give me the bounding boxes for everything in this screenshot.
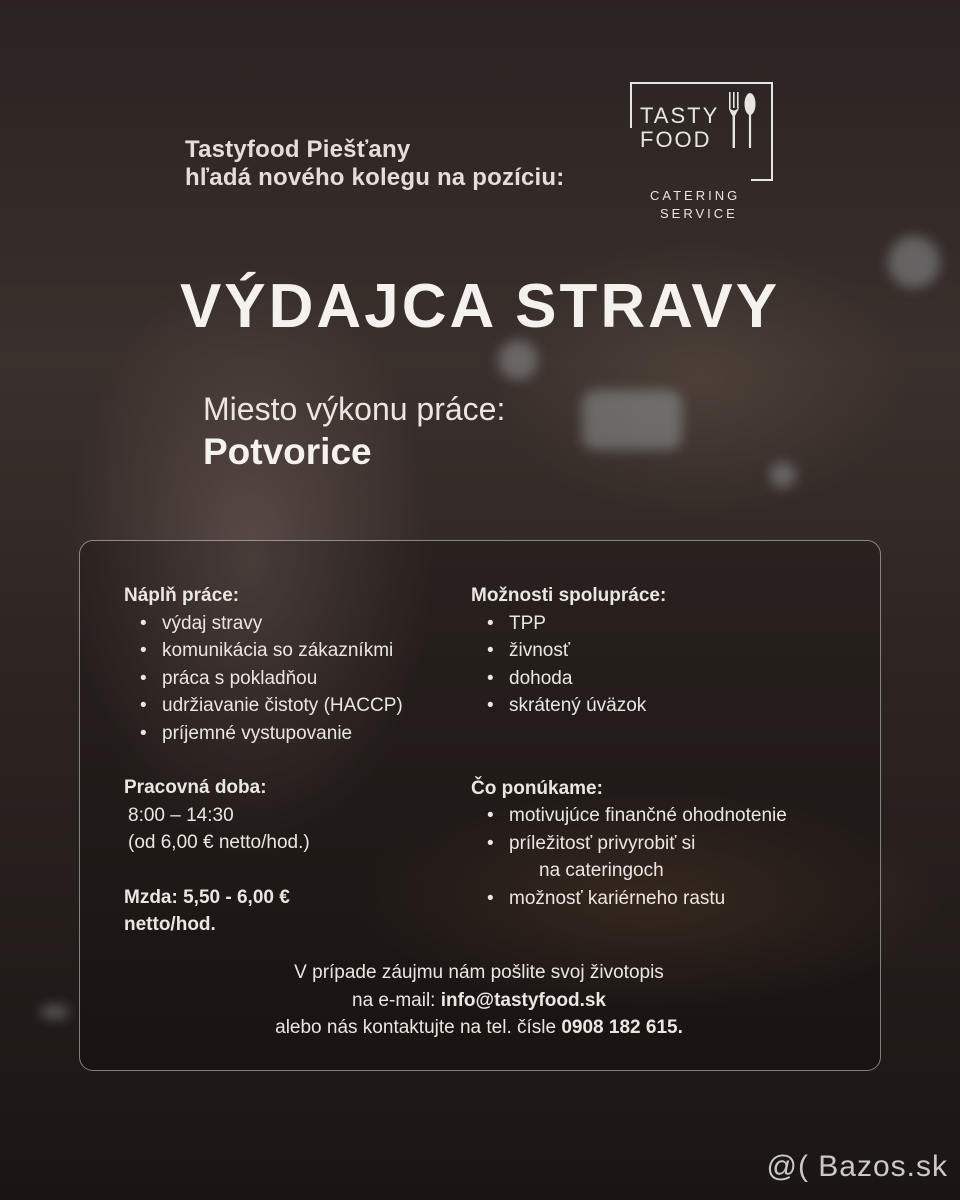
list-item: • komunikácia so zákazníkmi [124,637,403,665]
logo-word-tasty: TASTY [640,103,720,128]
logo-frame [630,82,632,128]
bokeh-light [770,462,796,488]
list-item: • výdaj stravy [124,610,403,638]
tastyfood-logo [630,82,780,222]
hours-time: 8:00 – 14:30 [128,804,234,826]
list-item: • príjemné vystupovanie [124,720,403,748]
work-location-value: Potvorice [203,431,372,472]
cooperation-heading: Možnosti spolupráce: [471,585,667,606]
bokeh-light [40,1005,70,1019]
job-title: VÝDAJCA STRAVY [179,272,781,341]
bokeh-light [498,340,538,380]
offer-list [471,802,787,912]
fork-spoon-icon [726,88,760,152]
duties-list [124,610,403,748]
bokeh-light [582,390,682,450]
bazos-watermark: @( Bazos.sk [766,1150,948,1183]
list-item: • skrátený úväzok [471,692,787,720]
logo-frame [771,82,773,181]
list-item: • dohoda [471,665,787,693]
footer-line-2 [79,987,879,1015]
phone-number[interactable]: 0908 182 615. [561,1017,683,1038]
footer-phone-prefix: alebo nás kontaktujte na tel. čísle [275,1017,562,1038]
right-column [471,582,787,912]
intro-text [185,136,564,192]
intro-line-2: hľadá nového kolegu na pozíciu: [185,164,565,191]
footer-email-prefix: na e-mail: [352,989,441,1011]
wage-line-2: netto/hod. [124,914,216,935]
logo-service: SERVICE [660,206,738,221]
logo-catering: CATERING [650,188,741,203]
footer-line-3 [79,1014,879,1042]
work-location-label: Miesto výkonu práce: [203,391,506,427]
hours-heading: Pracovná doba: [124,777,267,798]
logo-frame [751,179,773,181]
hours-note: (od 6,00 € netto/hod.) [128,832,310,853]
duties-heading: Náplň práce: [124,585,240,606]
cooperation-list [471,610,787,720]
left-column [124,582,403,939]
contact-footer [79,959,879,1042]
list-item: • živnosť [471,637,787,665]
email-link[interactable]: info@tastyfood.sk [440,989,606,1011]
list-item: • možnosť kariérneho rastu [471,885,787,913]
list-item: • príležitosť privyrobiť si [471,830,787,858]
list-item: • TPP [471,610,787,638]
offer-heading: Čo ponúkame: [471,777,603,799]
intro-line-1: Tastyfood Piešťany [185,136,411,163]
wage-line-1: Mzda: 5,50 - 6,00 € [124,886,290,908]
list-item: • motivujúce finančné ohodnotenie [471,802,787,830]
list-item-continuation: na cateringoch [539,860,664,881]
footer-line-1: V prípade záujmu nám pošlite svoj životopis [294,962,664,983]
list-item: • udržiavanie čistoty (HACCP) [124,692,403,720]
logo-frame [630,82,773,84]
list-item: • práca s pokladňou [124,665,403,693]
logo-word-food: FOOD [640,127,712,152]
